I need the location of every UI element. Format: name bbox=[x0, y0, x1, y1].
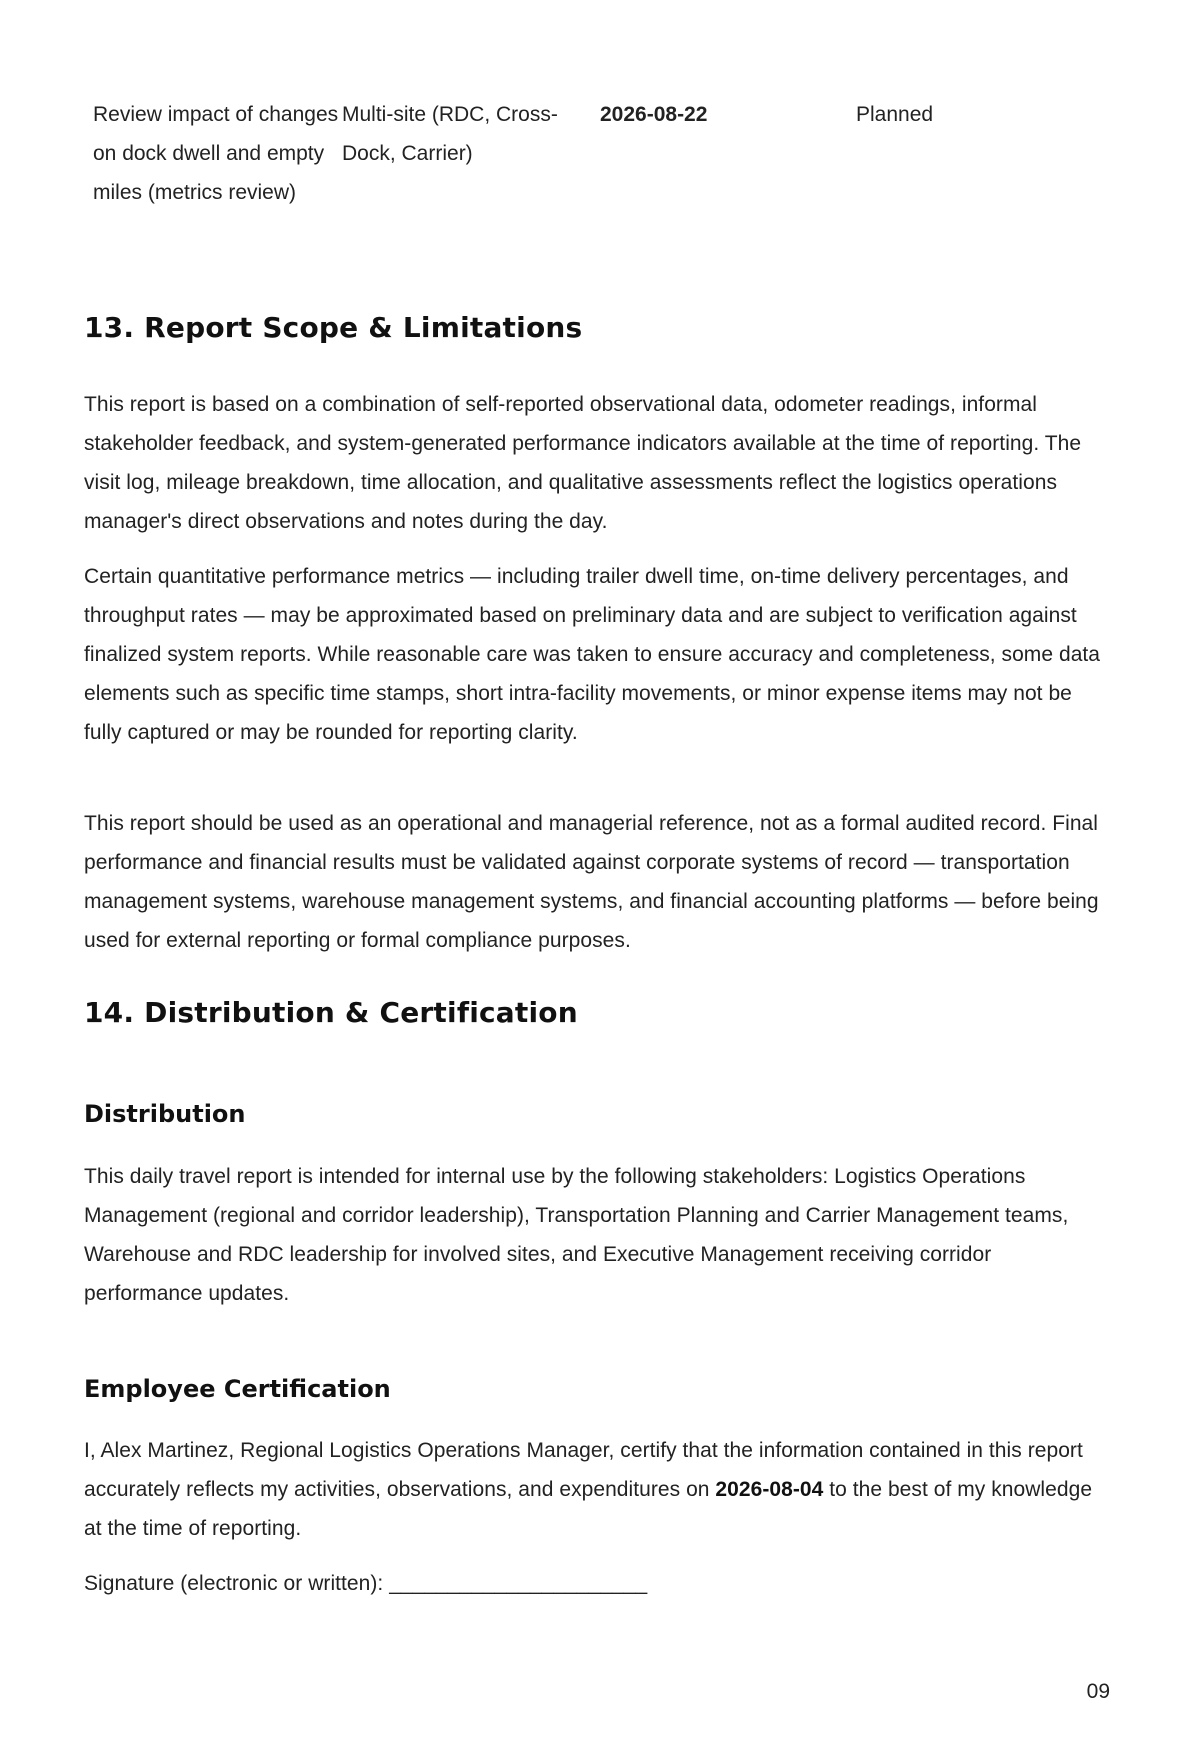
section-13-heading: 13. Report Scope & Limitations bbox=[84, 311, 583, 344]
date-cell: 2026-08-22 bbox=[600, 103, 708, 126]
certification-date: 2026-08-04 bbox=[715, 1478, 824, 1501]
location-cell: Multi-site (RDC, Cross-Dock, Carrier) bbox=[342, 103, 558, 165]
certification-text-start: I, Alex Martinez, Regional Logistics Operations Manager, certify that the information contained in this report accurately reflects my activities, observations, and expenditures on bbox=[84, 1439, 1083, 1501]
distribution-paragraph: This daily travel report is intended for internal use by the following stakeholders: Logistics Operations Management (regional and corridor leadership), Transportation Planning and Carrier Management teams, Warehouse and RDC leadership for involved sites, and Executive Management receiving corridor performance updates. bbox=[84, 1165, 1069, 1305]
scope-paragraph-2: Certain quantitative performance metrics — including trailer dwell time, on-time delivery percentages, and throughput rates — may be approximated based on preliminary data and are subject to verification against finalized system reports. While reasonable care was taken to ensure accuracy and completeness, some data elements such as specific time stamps, short intra-facility movements, or minor expense items may not be fully captured or may be rounded for reporting clarity. bbox=[84, 565, 1101, 744]
scope-paragraph-3: This report should be used as an operational and managerial reference, not as a formal audited record. Final performance and financial results must be validated against corporate systems of record — transportation management systems, warehouse management systems, and financial accounting platforms — before being used for external reporting or formal compliance purposes. bbox=[84, 812, 1099, 952]
page-number: 09 bbox=[1086, 1680, 1110, 1703]
task-cell: Review impact of changes on dock dwell and empty miles (metrics review) bbox=[93, 103, 339, 204]
scope-paragraph-1: This report is based on a combination of self-reported observational data, odometer readings, informal stakeholder feedback, and system-generated performance indicators available at the time of reporting. The visit log, mileage breakdown, time allocation, and qualitative assessments reflect the logistics operations manager's direct observations and notes during the day. bbox=[84, 393, 1082, 533]
certification-text-end: to the best of my knowledge at the time of reporting. bbox=[84, 1478, 1093, 1540]
distribution-heading: Distribution bbox=[84, 1100, 246, 1128]
section-14-heading: 14. Distribution & Certification bbox=[84, 996, 578, 1029]
status-cell: Planned bbox=[856, 103, 934, 126]
certification-heading: Employee Certification bbox=[84, 1375, 391, 1403]
table-row bbox=[84, 95, 1104, 212]
certification-paragraph bbox=[84, 1431, 1106, 1548]
signature-line: Signature (electronic or written): ______________________ bbox=[84, 1572, 648, 1595]
